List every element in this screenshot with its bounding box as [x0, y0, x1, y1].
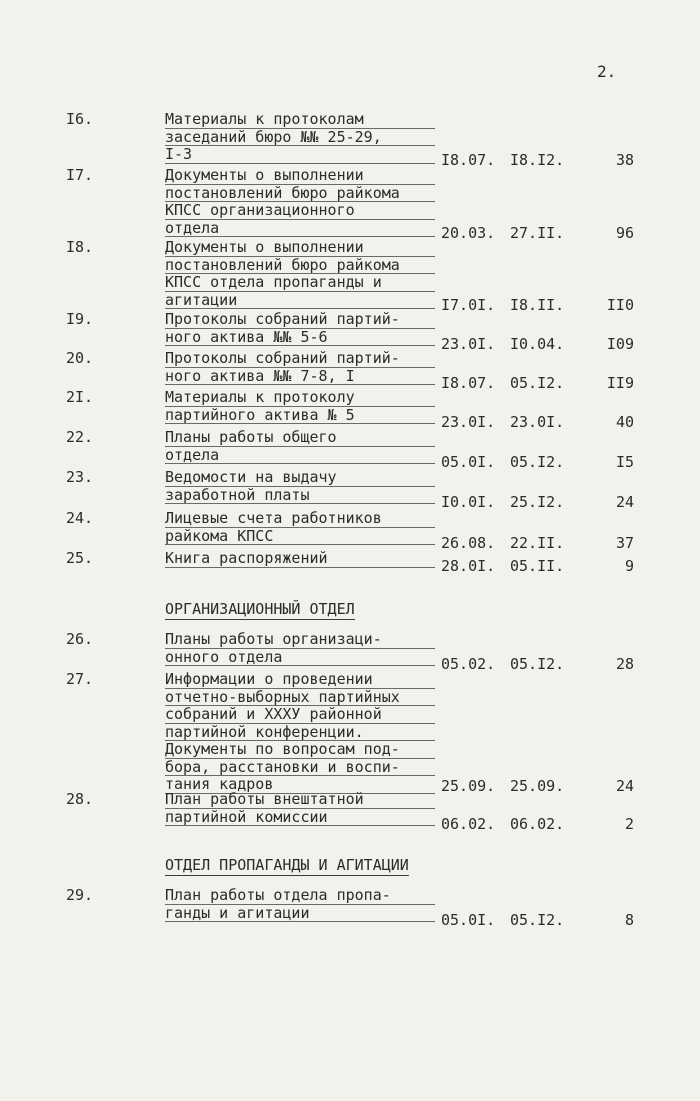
entry-number: 28. [66, 790, 94, 808]
entry-title-line: заседаний бюро №№ 25-29, [165, 130, 435, 147]
end-date: 05.II. [510, 557, 565, 575]
entry-number: 24. [66, 509, 94, 527]
page-count: II9 [606, 373, 634, 392]
entry-title-line: КПСС организационного [165, 203, 435, 220]
page-count: 40 [615, 412, 634, 431]
entry-title [165, 470, 435, 505]
entry-title [165, 168, 435, 238]
entry-title [165, 672, 435, 795]
start-date: I0.0I. [441, 492, 496, 511]
entry-title [165, 312, 435, 347]
entry-title-line: заработной платы [165, 488, 435, 505]
page-count: 24 [615, 492, 634, 511]
entry-number: 29. [66, 886, 94, 904]
entry-title-line: Лицевые счета работников [165, 511, 435, 528]
entry-title [165, 390, 435, 425]
entry-title-line: отчетно-выборных партийных [165, 690, 435, 707]
end-date: 05.I2. [510, 910, 565, 929]
entry-title-line: Документы о выполнении [165, 240, 435, 257]
entry-number: 26. [66, 630, 94, 648]
entry-title-line: ганды и агитации [165, 906, 435, 923]
start-date: I8.07. [441, 151, 496, 169]
entry-title-line: I-3 [165, 147, 435, 164]
entry-number: 22. [66, 428, 94, 446]
end-date: I8.I2. [510, 151, 565, 169]
start-date: 23.0I. [441, 412, 496, 431]
end-date: 25.I2. [510, 492, 565, 511]
entry-title-line: Материалы к протоколам [165, 112, 435, 129]
page-count: 24 [615, 777, 634, 795]
entry-number: 2I. [66, 388, 94, 406]
entry-title-line: Информации о проведении [165, 672, 435, 689]
entry-title-line: Протоколы собраний партий- [165, 351, 435, 368]
entry-title [165, 112, 435, 165]
end-date: 06.02. [510, 814, 565, 833]
entry-title [165, 351, 435, 386]
end-date: I0.04. [510, 334, 565, 353]
end-date: 22.II. [510, 533, 565, 552]
entry-title-line: онного отдела [165, 650, 435, 667]
entry-title [165, 240, 435, 310]
end-date: I8.II. [510, 295, 565, 314]
page-count: I5 [615, 452, 634, 471]
entry-title-line: партийной комиссии [165, 810, 435, 827]
end-date: 27.II. [510, 223, 565, 242]
entry-title [165, 888, 435, 923]
end-date: 05.I2. [510, 654, 565, 673]
end-date: 23.0I. [510, 412, 565, 431]
page-count: 9 [624, 557, 634, 575]
entry-title-line: Ведомости на выдачу [165, 470, 435, 487]
entry-title-line: райкома КПСС [165, 529, 435, 546]
start-date: I7.0I. [441, 295, 496, 314]
entry-title-line: План работы внештатной [165, 792, 435, 809]
end-date: 25.09. [510, 777, 565, 795]
entry-title-line: Протоколы собраний партий- [165, 312, 435, 329]
page-count: 28 [615, 654, 634, 673]
entry-title-line: собраний и XXXУ районной [165, 707, 435, 724]
entry-title-line: тания кадров [165, 777, 435, 794]
entry-title-line: постановлений бюро райкома [165, 258, 435, 275]
start-date: 25.09. [441, 777, 496, 795]
entry-title-line: План работы отдела пропа- [165, 888, 435, 905]
start-date: 06.02. [441, 814, 496, 833]
entry-title [165, 632, 435, 667]
entry-title-line: Планы работы организаци- [165, 632, 435, 649]
entry-title-line: Книга распоряжений [165, 551, 435, 568]
entry-title [165, 551, 435, 569]
entry-title-line: партийного актива № 5 [165, 408, 435, 425]
start-date: 05.02. [441, 654, 496, 673]
entry-title-line: бора, расстановки и воспи- [165, 760, 435, 777]
entry-title-line: постановлений бюро райкома [165, 186, 435, 203]
page-count: 96 [615, 223, 634, 242]
start-date: 05.0I. [441, 910, 496, 929]
start-date: 28.0I. [441, 557, 496, 575]
page-count: 38 [615, 151, 634, 169]
page-count: 8 [624, 910, 634, 929]
entry-number: I9. [66, 310, 94, 328]
entry-title-line: Документы по вопросам под- [165, 742, 435, 759]
entry-number: I8. [66, 238, 94, 256]
entry-title-line: агитации [165, 293, 435, 310]
start-date: 26.08. [441, 533, 496, 552]
start-date: 20.03. [441, 223, 496, 242]
entry-title-line: ного актива №№ 7-8, I [165, 369, 435, 386]
end-date: 05.I2. [510, 452, 565, 471]
page-count: II0 [606, 295, 634, 314]
page-count: I09 [606, 334, 634, 353]
entry-title [165, 792, 435, 827]
entry-number: 23. [66, 468, 94, 486]
entry-title-line: ного актива №№ 5-6 [165, 330, 435, 347]
entry-title-line: КПСС отдела пропаганды и [165, 275, 435, 292]
section-heading-org: ОРГАНИЗАЦИОННЫЙ ОТДЕЛ [165, 600, 355, 618]
page-count: 2 [624, 814, 634, 833]
entry-title-line: отдела [165, 221, 435, 238]
entry-title-line: партийной конференции. [165, 725, 435, 742]
start-date: 23.0I. [441, 334, 496, 353]
end-date: 05.I2. [510, 373, 565, 392]
entry-title-line: Материалы к протоколу [165, 390, 435, 407]
entry-title [165, 430, 435, 465]
page-number: 2. [597, 62, 617, 81]
section-heading-propaganda: ОТДЕЛ ПРОПАГАНДЫ И АГИТАЦИИ [165, 856, 409, 874]
entry-number: 20. [66, 349, 94, 367]
entry-title-line: Документы о выполнении [165, 168, 435, 185]
start-date: 05.0I. [441, 452, 496, 471]
entry-number: I7. [66, 166, 94, 184]
entry-title [165, 511, 435, 546]
entry-title-line: отдела [165, 448, 435, 465]
start-date: I8.07. [441, 373, 496, 392]
entry-number: 25. [66, 549, 94, 567]
entry-title-line: Планы работы общего [165, 430, 435, 447]
entry-number: I6. [66, 110, 94, 128]
entry-number: 27. [66, 670, 94, 688]
page-count: 37 [615, 533, 634, 552]
